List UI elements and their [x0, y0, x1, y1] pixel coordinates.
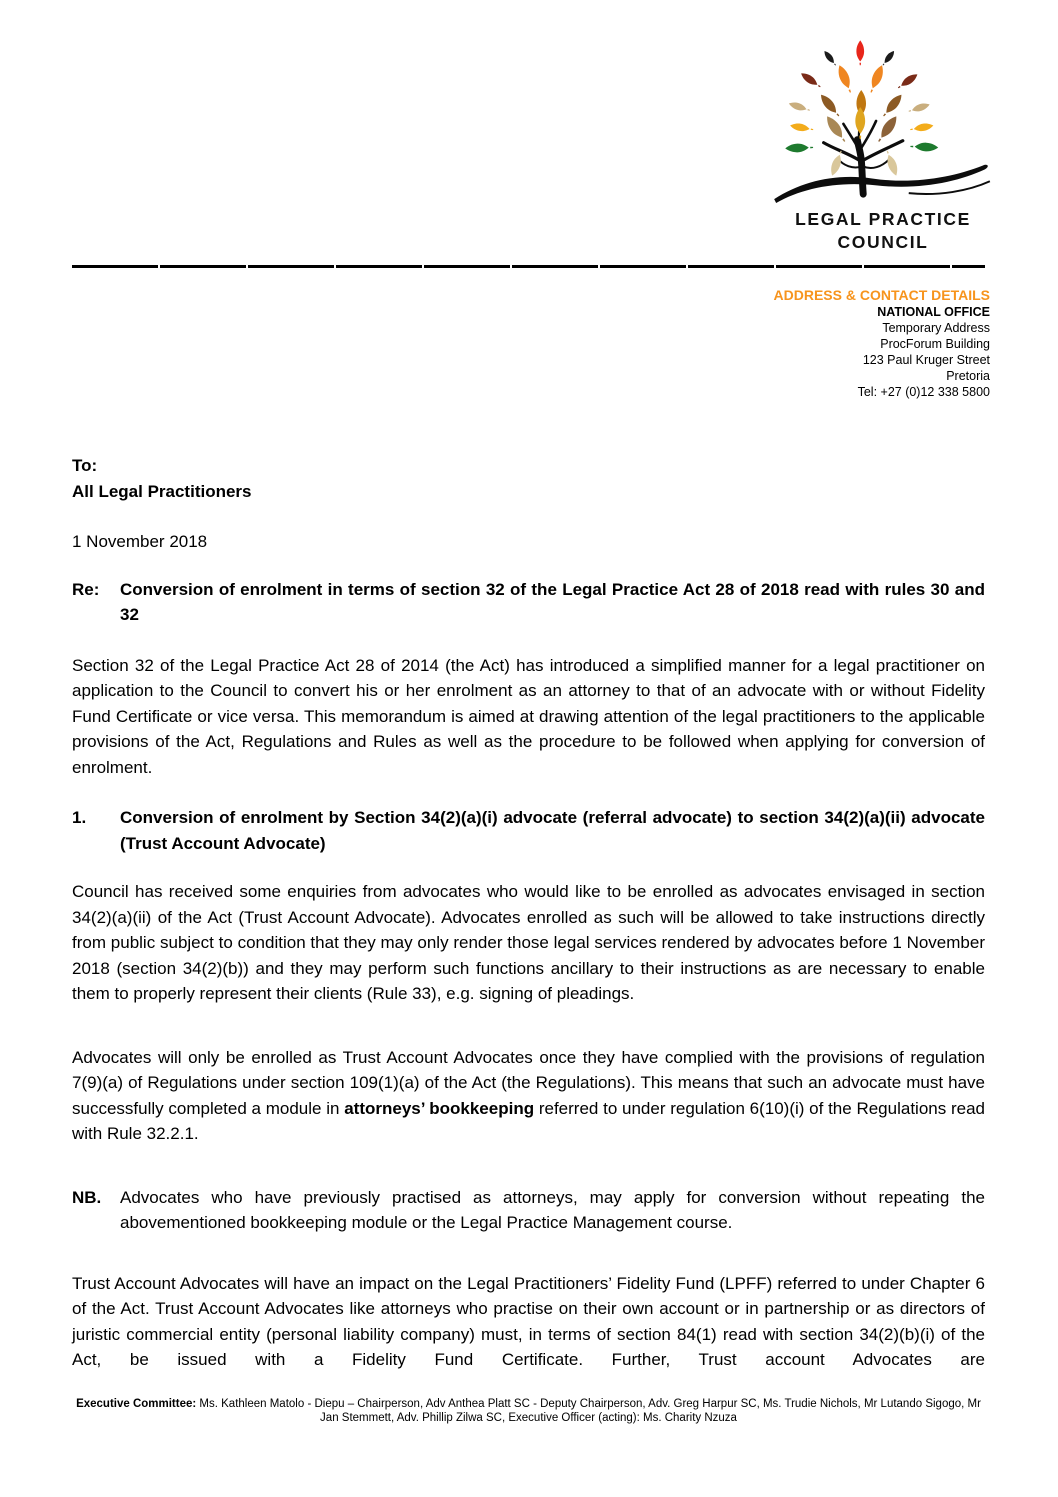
paragraph-1: Section 32 of the Legal Practice Act 28 of 2014 (the Act) has introduced a simplified manner for a legal practitioner on application to the Council to convert his or her enrolment as an attorney to that of an advocate with or without Fidelity Fund Certificate or vice versa. This memorandum is aimed at drawing attention of the legal practitioners to the applicable provisions of the Act, Regulations and Rules as well as the procedure to be followed when applying for conversion of enrolment. [72, 655, 985, 777]
logo-wordmark-line1: LEGAL PRACTICE [795, 209, 971, 229]
nb-text: Advocates who have previously practised as attorneys, may apply for conversion without repeating the abovementioned bookkeeping module or the Legal Practice Management course. [120, 1187, 985, 1232]
section-1-title: Conversion of enrolment by Section 34(2)(a)(i) advocate (referral advocate) to section 34(2)(a)(ii) advocate (Trust Account Advocate) [120, 808, 985, 853]
recipient-block [72, 453, 985, 504]
logo [763, 20, 1003, 254]
to-label: To: [72, 456, 98, 475]
recipient: All Legal Practitioners [72, 481, 252, 501]
section-1-heading [72, 805, 985, 856]
paragraph-3-text-after: referred to under regulation 6(10)(i) of the Regulations read with Rule 32.2.1. [72, 1098, 985, 1143]
section-1-number: 1. [72, 808, 87, 827]
address-contact-block [774, 287, 990, 400]
contact-address-line: ProcForum Building [880, 337, 990, 351]
contact-address-line: Temporary Address [882, 321, 990, 335]
footer-executive-committee [72, 1398, 985, 1425]
paragraph-4: Trust Account Advocates will have an impact on the Legal Practitioners’ Fidelity Fund (LPFF) referred to under Chapter 6 of the Act. Trust Account Advocates like attorneys who practise on their own account or in partnership or as directors of juristic commercial entity (personal liability company) must, in terms of section 84(1) read with section 34(2)(b)(i) of the Act, be issued with a Fidelity Fund Certificate. Further, Trust account Advocates are [72, 1273, 985, 1369]
paragraph-3-bold-phrase: attorneys’ bookkeeping [344, 1098, 535, 1118]
lpc-tree-logo [771, 20, 996, 208]
subject-label: Re: [72, 579, 100, 599]
nb-label: NB. [72, 1187, 102, 1207]
letter-body [72, 453, 985, 1373]
contact-address-line: Pretoria [946, 369, 990, 383]
nb-note [72, 1185, 985, 1236]
footer-text: Ms. Kathleen Matolo - Diepu – Chairperson, Adv Anthea Platt SC - Deputy Chairperson, Adv. Greg Harpur SC, Ms. Trudie Nichols, Mr Lutando Sigogo, Mr Jan Stemmett, Adv. Phillip Zilwa SC, Executive Officer (acting): Ms. Charity Nzuza [196, 1398, 981, 1424]
paragraph-2: Council has received some enquiries from advocates who would like to be enrolled as advocates envisaged in section 34(2)(a)(ii) of the Act (Trust Account Advocate). Advocates enrolled as such will be allowed to take instructions directly from public subject to condition that they may only render those legal services rendered by advocates before 1 November 2018 (section 34(2)(b)) and they may perform such functions ancillary to their instructions as are necessary to enable them to properly represent their clients (Rule 33), e.g. signing of pleadings. [72, 882, 985, 1003]
subject-text: Conversion of enrolment in terms of section 32 of the Legal Practice Act 28 of 2018 read with rules 30 and 32 [120, 579, 985, 624]
contact-address-line: 123 Paul Kruger Street [862, 353, 990, 367]
contact-office-line: NATIONAL OFFICE [877, 305, 990, 319]
subject-heading [72, 577, 985, 628]
paragraph-3 [72, 1045, 985, 1147]
letter-date: 1 November 2018 [72, 532, 208, 551]
contact-heading: ADDRESS & CONTACT DETAILS [773, 287, 990, 303]
footer-label: Executive Committee: [76, 1398, 197, 1410]
header-divider [72, 265, 985, 268]
logo-wordmark-line2: COUNCIL [837, 232, 929, 252]
paragraph-3-text-before: Advocates will only be enrolled as Trust Account Advocates once they have complied with the provisions of regulation 7(9)(a) of Regulations under section 109(1)(a) of the Act (the Regulations). This means that such an advocate must have successfully completed a module in [72, 1047, 985, 1118]
contact-phone-line: Tel: +27 (0)12 338 5800 [857, 385, 990, 399]
